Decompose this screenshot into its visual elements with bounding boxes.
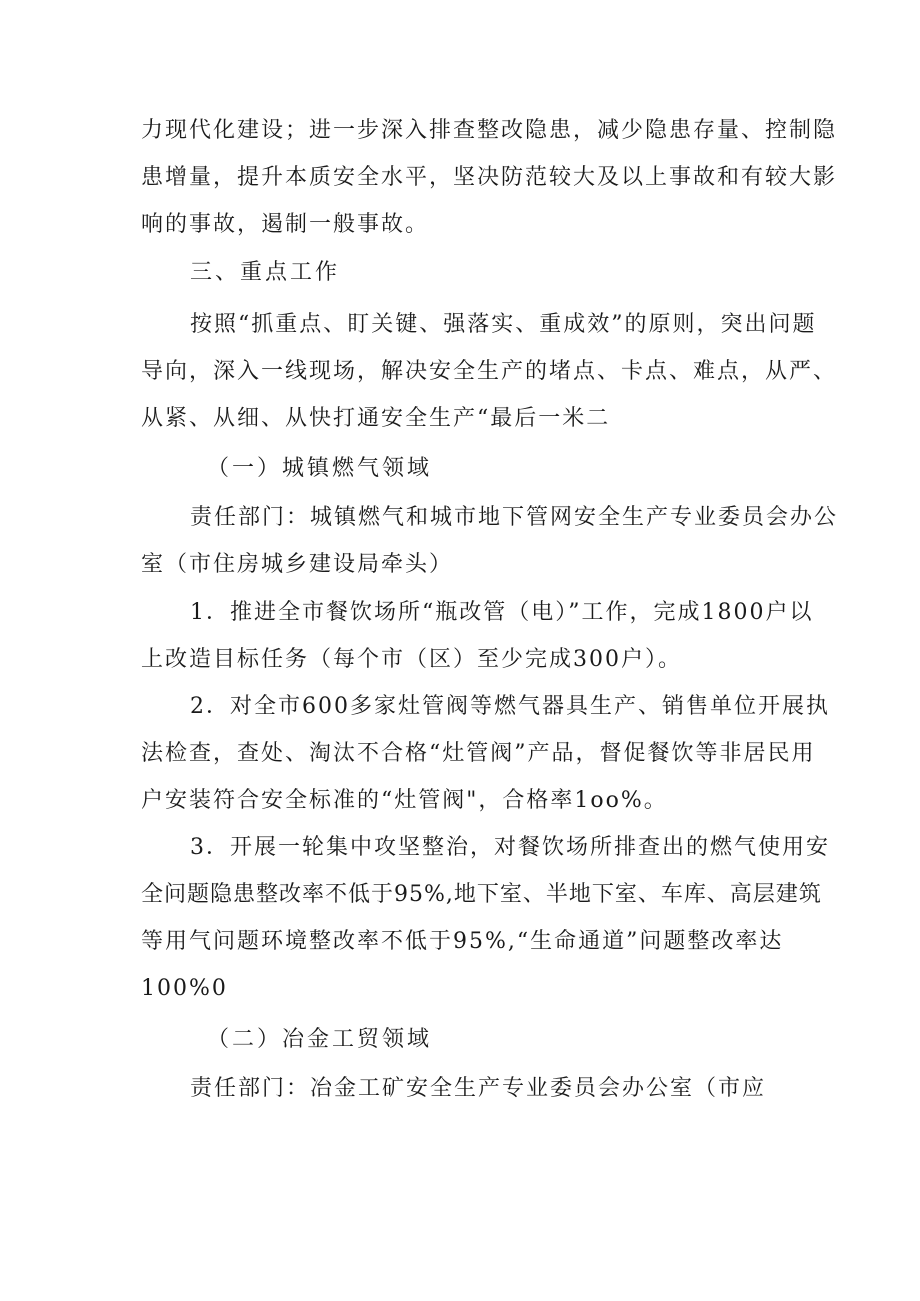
paragraph-line: 从紧、从细、从快打通安全生产“最后一米二 [141, 406, 611, 431]
list-item-line: 上改造目标任务（每个市（区）至少完成300户）。 [141, 647, 682, 672]
list-item-line: 法检查，查处、淘汰不合格“灶管阀”产品，督促餐饮等非居民用 [141, 741, 816, 766]
list-item-line: 户安装符合安全标准的“灶管阀"，合格率1oo%。 [141, 788, 668, 813]
list-item-line: 全问题隐患整改率不低于95%,地下室、半地下室、车库、高层建筑 [141, 882, 822, 907]
subsection-heading: （二）冶金工贸领域 [207, 1027, 433, 1052]
subsection-heading: （一）城镇燃气领域 [207, 456, 433, 481]
paragraph-line: 响的事故，遏制一般事故。 [141, 212, 430, 237]
list-item-line: 2．对全市600多家灶管阀等燃气器具生产、销售单位开展执 [190, 694, 830, 719]
list-item-line: 1．推进全市餐饮场所“瓶改管（电）”工作，完成1800户以 [190, 600, 814, 625]
paragraph-line: 导向，深入一线现场，解决安全生产的堵点、卡点、难点，从严、 [141, 359, 838, 384]
list-item-line: 等用气问题环境整改率不低于95%,“生命通道”问题整改率达 [141, 929, 784, 954]
paragraph-line: 室（市住房城乡建设局牵头） [141, 552, 454, 577]
paragraph-line: 按照“抓重点、盯关键、强落实、重成效”的原则，突出问题 [190, 312, 817, 337]
section-heading: 三、重点工作 [190, 260, 341, 285]
paragraph-line: 力现代化建设；进一步深入排查整改隐患，减少隐患存量、控制隐 [141, 118, 838, 143]
paragraph-line: 责任部门：冶金工矿安全生产专业委员会办公室（市应 [190, 1076, 767, 1101]
list-item-line: 3．开展一轮集中攻坚整治，对餐饮场所排查出的燃气使用安 [190, 835, 830, 860]
list-item-line: 100%0 [141, 976, 228, 1001]
paragraph-line: 患增量，提升本质安全水平，坚决防范较大及以上事故和有较大影 [141, 165, 838, 190]
paragraph-line: 责任部门：城镇燃气和城市地下管网安全生产专业委员会办公 [190, 505, 839, 530]
